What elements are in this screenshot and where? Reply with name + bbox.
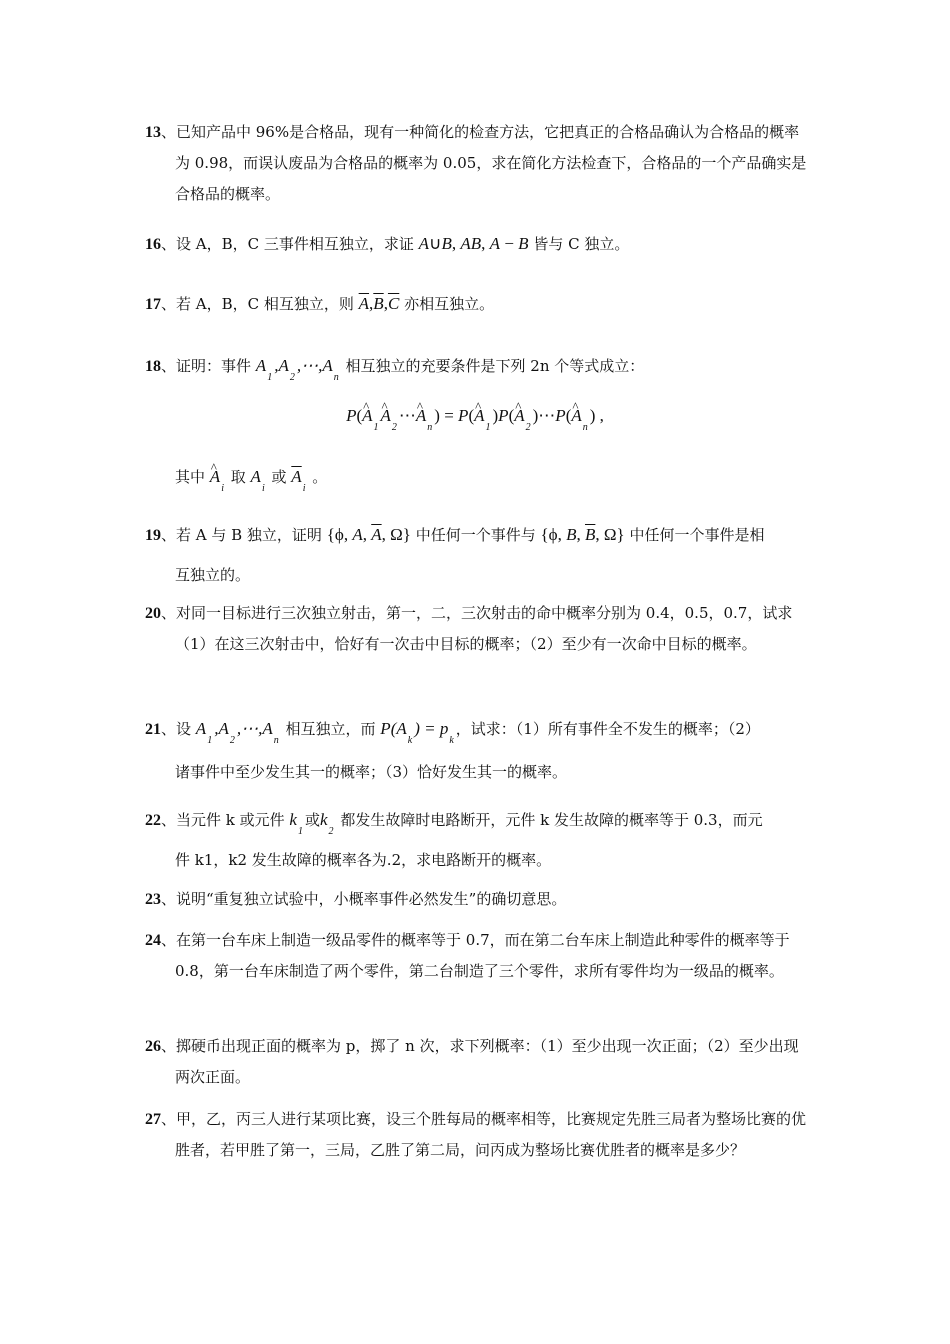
problem-16: 16、设 A，B，C 三事件相互独立，求证 A∪B, AB, A − B 皆与 C 独立。 [145, 234, 630, 253]
formula-union-events: A [418, 234, 430, 253]
problem-13 [145, 117, 810, 210]
problem-text: 、若 A 与 B 独立，证明 [161, 526, 322, 544]
problem-number: 26 [145, 1038, 161, 1055]
problem-text: 、已知产品中 96%是合格品，现有一种简化的检查方法，它把真正的合格品确认为合格品的概率为 0.98，而误认废品为合格品的概率为 0.05，求在简化方法检查下，合格品的一个产品确实是合格品的概率。 [161, 123, 807, 203]
problem-number: 13 [145, 124, 161, 141]
formula-set-a: {ϕ, A, $\overline{A}$, Ω} [326, 525, 411, 544]
problem-27 [145, 1104, 810, 1166]
formula-prob-ak: $P(A_k) = p_k$ [380, 719, 454, 746]
problem-19-line2: 互独立的。 [175, 566, 251, 584]
problem-number: 23 [145, 891, 161, 908]
problem-text: 、掷硬币出现正面的概率为 p，掷了 n 次，求下列概率：（1）至少出现一次正面；（2）至少出现两次正面。 [161, 1037, 799, 1086]
formula-events-list: $A_1,A_2,\cdots,A_n$ [195, 719, 279, 746]
problem-text: 皆与 C 独立。 [533, 235, 630, 253]
formula-events-list: $A_1,A_2,\cdots,A_n$ [255, 356, 339, 383]
problem-text: 、甲，乙，丙三人进行某项比赛，设三个胜每局的概率相等，比赛规定先胜三局者为整场比赛的优胜者，若甲胜了第一，三局，乙胜了第二局，问丙成为整场比赛优胜者的概率是多少？ [161, 1110, 807, 1159]
problem-20 [145, 598, 810, 660]
formula-k2: $k_2$ [319, 810, 334, 837]
problem-21: 21、设 $A_1,A_2,\cdots,A_n$ 相互独立，而 $P(A_k) = p_k$，试求：（1）所有事件全不发生的概率；（2） [145, 719, 760, 746]
problem-text: 、证明：事件 [161, 357, 252, 375]
problem-19: 19、若 A 与 B 独立，证明 {ϕ, A, $\overline{A}$, Ω} 中任何一个事件与 {ϕ, B, $\overline{B}$, Ω} 中任何一个事件是相 [145, 525, 765, 544]
problem-number: 17 [145, 296, 161, 313]
problem-22-line2: 件 k1，k2 发生故障的概率各为.2，求电路断开的概率。 [175, 851, 552, 869]
problem-number: 20 [145, 605, 161, 622]
problem-21-line2: 诸事件中至少发生其一的概率；（3）恰好发生其一的概率。 [175, 763, 568, 781]
problem-24 [145, 925, 810, 987]
problem-17: 17、若 A，B，C 相互独立，则 $\overline{A},\overline{B},\overline{C}$ 亦相互独立。 [145, 294, 495, 313]
problem-number: 21 [145, 721, 161, 738]
formula-complements: $\overline{A}$ [358, 294, 370, 313]
problem-26 [145, 1031, 810, 1093]
problem-number: 24 [145, 932, 161, 949]
problem-text: 相互独立的充要条件是下列 2n 个等式成立： [345, 357, 645, 375]
problem-text: 、若 A，B，C 相互独立，则 [161, 295, 354, 313]
formula-product-equation: P(^ $A_1\^{}$ $A_2\cdots\^{}$ $A_n$) = P(^ $A_1)P(\^{}$ $A_2)\cdots P(\^{}$ $A_n$) , [0, 400, 950, 434]
problem-text: 、设 A，B，C 三事件相互独立，求证 [161, 235, 414, 253]
problem-18-line2: 其中 ^ $A_i$ 取 $A_i$ 或 $\overline{A}_i$ 。 [145, 461, 810, 495]
formula-k1: $k_1$ [289, 810, 303, 837]
formula-hat-ai: ^ A [210, 461, 220, 492]
problem-text: 亦相互独立。 [404, 295, 495, 313]
problem-text: 、说明“重复独立试验中，小概率事件必然发生”的确切意思。 [161, 890, 567, 908]
problem-number: 19 [145, 527, 161, 544]
problem-number: 18 [145, 358, 161, 375]
problem-22: 22、当元件 k 或元件 $k_1$或$k_2$ 都发生故障时电路断开，元件 k 发生故障的概率等于 0.3，而元 [145, 810, 763, 837]
problem-23 [145, 884, 810, 915]
problem-number: 16 [145, 236, 161, 253]
problem-number: 22 [145, 812, 161, 829]
problem-number: 27 [145, 1111, 161, 1128]
problem-text: 、在第一台车床上制造一级品零件的概率等于 0.7，而在第二台车床上制造此种零件的概率等于 0.8，第一台车床制造了两个零件，第二台制造了三个零件，求所有零件均为一级品的概率。 [161, 931, 790, 980]
problem-18 [145, 350, 810, 384]
formula-set-b: {ϕ, B, $\overline{B}$, Ω} [540, 525, 625, 544]
problem-text: 、对同一目标进行三次独立射击，第一，二，三次射击的命中概率分别为 0.4，0.5，0.7，试求（1）在这三次射击中，恰好有一次击中目标的概率；（2）至少有一次命中目标的概率。 [161, 604, 793, 653]
